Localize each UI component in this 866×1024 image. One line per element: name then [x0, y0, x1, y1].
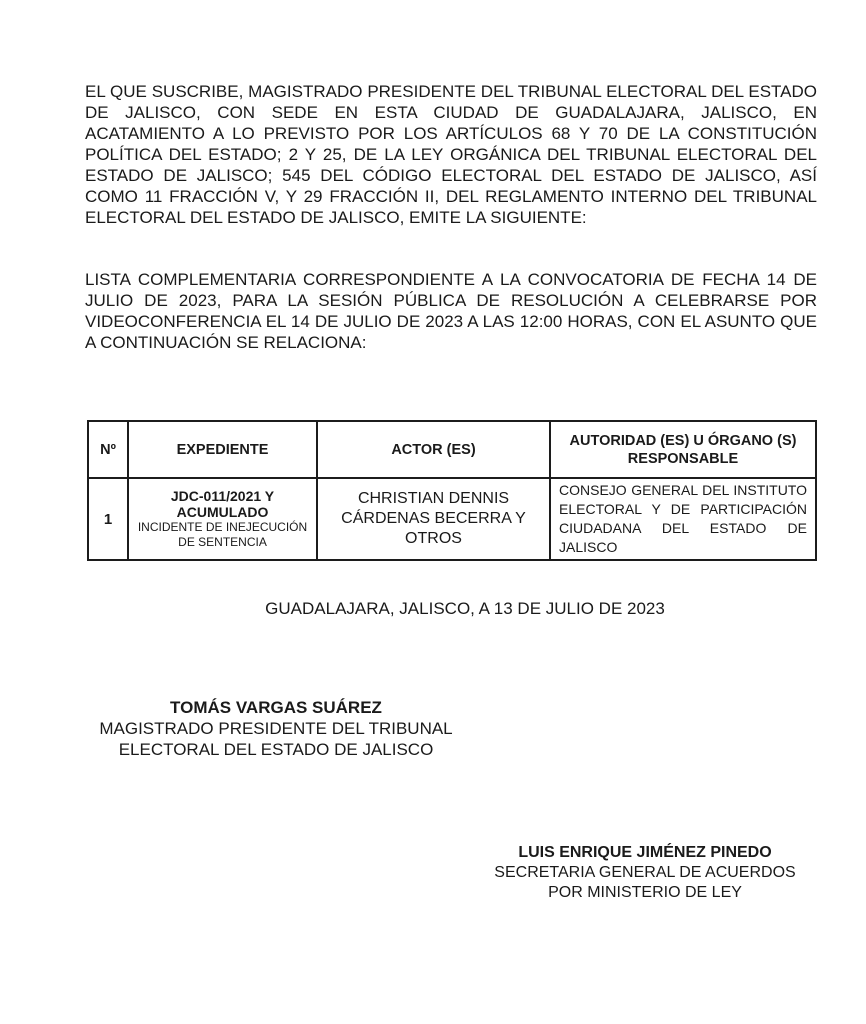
signature-right: [487, 843, 803, 903]
opening-paragraph: EL QUE SUSCRIBE, MAGISTRADO PRESIDENTE DEL TRIBUNAL ELECTORAL DEL ESTADO DE JALISCO, CON SEDE EN ESTA CIUDAD DE GUADALAJARA, JALISCO, EN ACATAMIENTO A LO PREVISTO POR LOS ARTÍCULOS 68 Y 70 DE LA CONSTITUCIÓN POLÍTICA DEL ESTADO; 2 Y 25, DE LA LEY ORGÁNICA DEL TRIBUNAL ELECTORAL DEL ESTADO DE JALISCO; 545 DEL CÓDIGO ELECTORAL DEL ESTADO DE JALISCO, ASÍ COMO 11 FRACCIÓN V, Y 29 FRACCIÓN II, DEL REGLAMENTO INTERNO DEL TRIBUNAL ELECTORAL DEL ESTADO DE JALISCO, EMITE LA SIGUIENTE:: [85, 82, 817, 227]
cases-table: [87, 420, 817, 561]
table-row: [88, 478, 816, 560]
signatory-name-left: TOMÁS VARGAS SUÁREZ: [170, 698, 382, 717]
expediente-number: JDC-011/2021 Y ACUMULADO: [170, 488, 275, 520]
cell-actor: CHRISTIAN DENNIS CÁRDENAS BECERRA Y OTROS: [317, 478, 550, 560]
cell-autoridad: CONSEJO GENERAL DEL INSTITUTO ELECTORAL Y DE PARTICIPACIÓN CIUDADANA DEL ESTADO DE JALISCO: [550, 478, 816, 560]
col-header-expediente: EXPEDIENTE: [128, 421, 317, 478]
announcement-paragraph: LISTA COMPLEMENTARIA CORRESPONDIENTE A LA CONVOCATORIA DE FECHA 14 DE JULIO DE 2023, PARA LA SESIÓN PÚBLICA DE RESOLUCIÓN A CELEBRARSE POR VIDEOCONFERENCIA EL 14 DE JULIO DE 2023 A LAS 12:00 HORAS, CON EL ASUNTO QUE A CONTINUACIÓN SE RELACIONA:: [85, 270, 817, 352]
dateline: GUADALAJARA, JALISCO, A 13 DE JULIO DE 2023: [265, 599, 665, 618]
signature-left: [85, 697, 467, 760]
cell-expediente: [128, 478, 317, 560]
signatory-title-left-1: MAGISTRADO PRESIDENTE DEL TRIBUNAL: [99, 719, 453, 738]
signatory-title-right-1: SECRETARIA GENERAL DE ACUERDOS: [494, 864, 796, 881]
signatory-title-right-2: POR MINISTERIO DE LEY: [548, 884, 742, 901]
cell-numero: 1: [88, 478, 128, 560]
expediente-incident: INCIDENTE DE INEJECUCIÓN DE SENTENCIA: [137, 520, 308, 549]
signatory-name-right: LUIS ENRIQUE JIMÉNEZ PINEDO: [518, 844, 772, 861]
col-header-autoridad: AUTORIDAD (ES) U ÓRGANO (S) RESPONSABLE: [550, 421, 816, 478]
col-header-actor: ACTOR (ES): [317, 421, 550, 478]
signatory-title-left-2: ELECTORAL DEL ESTADO DE JALISCO: [118, 740, 434, 759]
col-header-numero: Nº: [88, 421, 128, 478]
table-header-row: [88, 421, 816, 478]
